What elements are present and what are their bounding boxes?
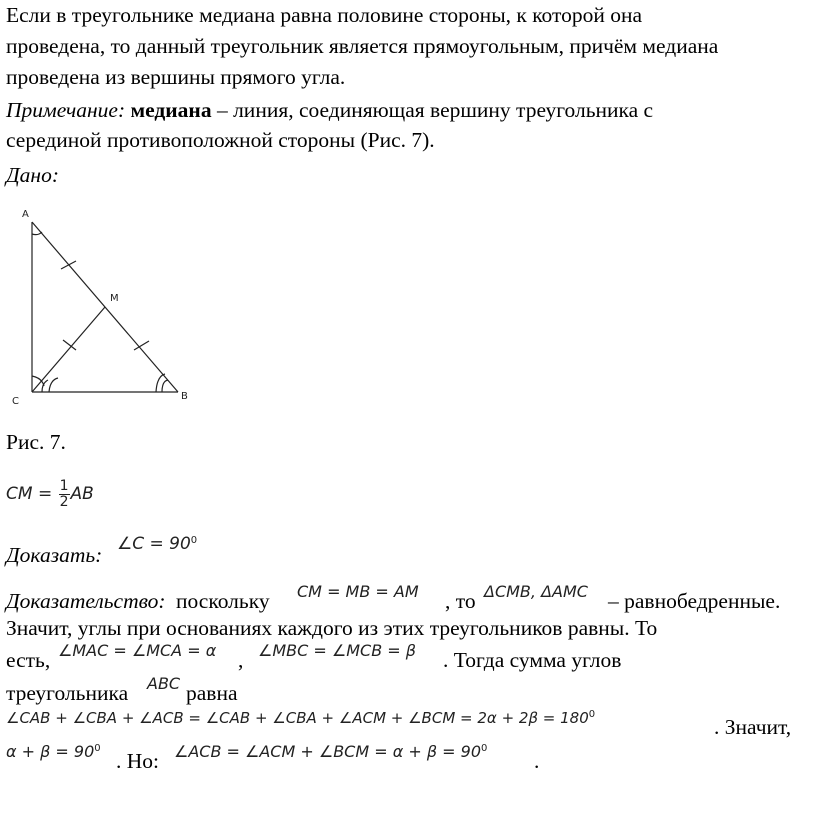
proof-label: Доказательство:	[6, 589, 166, 613]
prove-formula	[117, 534, 197, 554]
proof-text-8: равна	[186, 681, 238, 705]
note-line-1	[6, 95, 653, 126]
proof-formula-1: CM = MB = AM	[297, 582, 419, 601]
proof-text-11: .	[534, 749, 540, 773]
label-a: A	[22, 209, 29, 220]
given-formula-right: AB	[70, 484, 94, 504]
proof-line-2: Значит, углы при основаниях каждого из этих треугольников равны. То	[6, 616, 658, 640]
prove-formula-text: ∠C = 90	[117, 534, 191, 554]
proof-formula-7-text: α + β = 90	[6, 742, 95, 761]
proof-text-7: треугольника	[6, 681, 129, 705]
proof-formula-6-text: ∠CAB + ∠CBA + ∠ACB = ∠CAB + ∠CBA + ∠ACM + ∠BCM = 2α + 2β = 180	[6, 709, 589, 727]
median-cm	[32, 307, 105, 392]
proof-text-9: . Значит,	[714, 715, 792, 739]
fraction-denominator: 2	[59, 493, 69, 510]
proof-formula-5: ABC	[147, 674, 181, 693]
given-label: Дано:	[6, 163, 60, 187]
proof-formula-3: ∠MAC = ∠MCA = α	[58, 641, 217, 660]
proof-text-4: есть,	[6, 648, 51, 672]
intro-line-3: проведена из вершины прямого угла.	[6, 65, 346, 89]
proof-formula-8-text: ∠ACB = ∠ACM + ∠BCM = α + β = 90	[174, 742, 482, 761]
fraction-numerator: 1	[59, 477, 69, 494]
angle-arc-c-3	[49, 378, 58, 392]
angle-arc-c-2	[42, 380, 48, 392]
proof-formula-8	[174, 742, 487, 762]
proof-formula-7	[6, 742, 101, 762]
angle-arc-b-1	[162, 380, 168, 392]
proof-formula-6-exp: 0	[588, 709, 596, 720]
proof-text-6: . Тогда сумма углов	[443, 648, 622, 672]
figure-caption: Рис. 7.	[6, 430, 66, 454]
proof-formula-6	[6, 708, 595, 728]
proof-text-3: – равнобедренные.	[608, 589, 781, 613]
intro-line-1: Если в треугольнике медиана равна половине стороны, к которой она	[6, 3, 643, 27]
note-label: Примечание:	[6, 98, 126, 122]
proof-formula-7-exp: 0	[94, 743, 101, 754]
proof-text-5: ,	[238, 648, 244, 672]
proof-text-10: . Но:	[116, 749, 159, 773]
prove-formula-exp: 0	[190, 535, 198, 546]
given-formula-left: CM =	[6, 484, 58, 504]
proof-text-2: , то	[445, 589, 476, 613]
note-line-2: серединой противоположной стороны (Рис. 7).	[6, 128, 435, 152]
fraction-half	[59, 479, 70, 510]
note-term: медиана	[130, 98, 212, 122]
label-m: M	[110, 293, 119, 304]
proof-formula-8-exp: 0	[481, 743, 488, 754]
intro-line-2: проведена, то данный треугольник является прямоугольным, причём медиана	[6, 34, 719, 58]
label-b: B	[181, 391, 188, 402]
given-formula	[6, 473, 94, 515]
triangle-figure	[0, 200, 210, 410]
label-c: C	[12, 396, 19, 407]
proof-text-1: поскольку	[176, 589, 270, 613]
prove-label: Доказать:	[6, 543, 103, 567]
note-rest: – линия, соединяющая вершину треугольника с	[211, 98, 654, 122]
proof-formula-4: ∠MBC = ∠MCB = β	[258, 641, 416, 660]
tick-am	[61, 261, 76, 269]
proof-formula-2: ΔCMB, ΔAMC	[484, 582, 588, 601]
